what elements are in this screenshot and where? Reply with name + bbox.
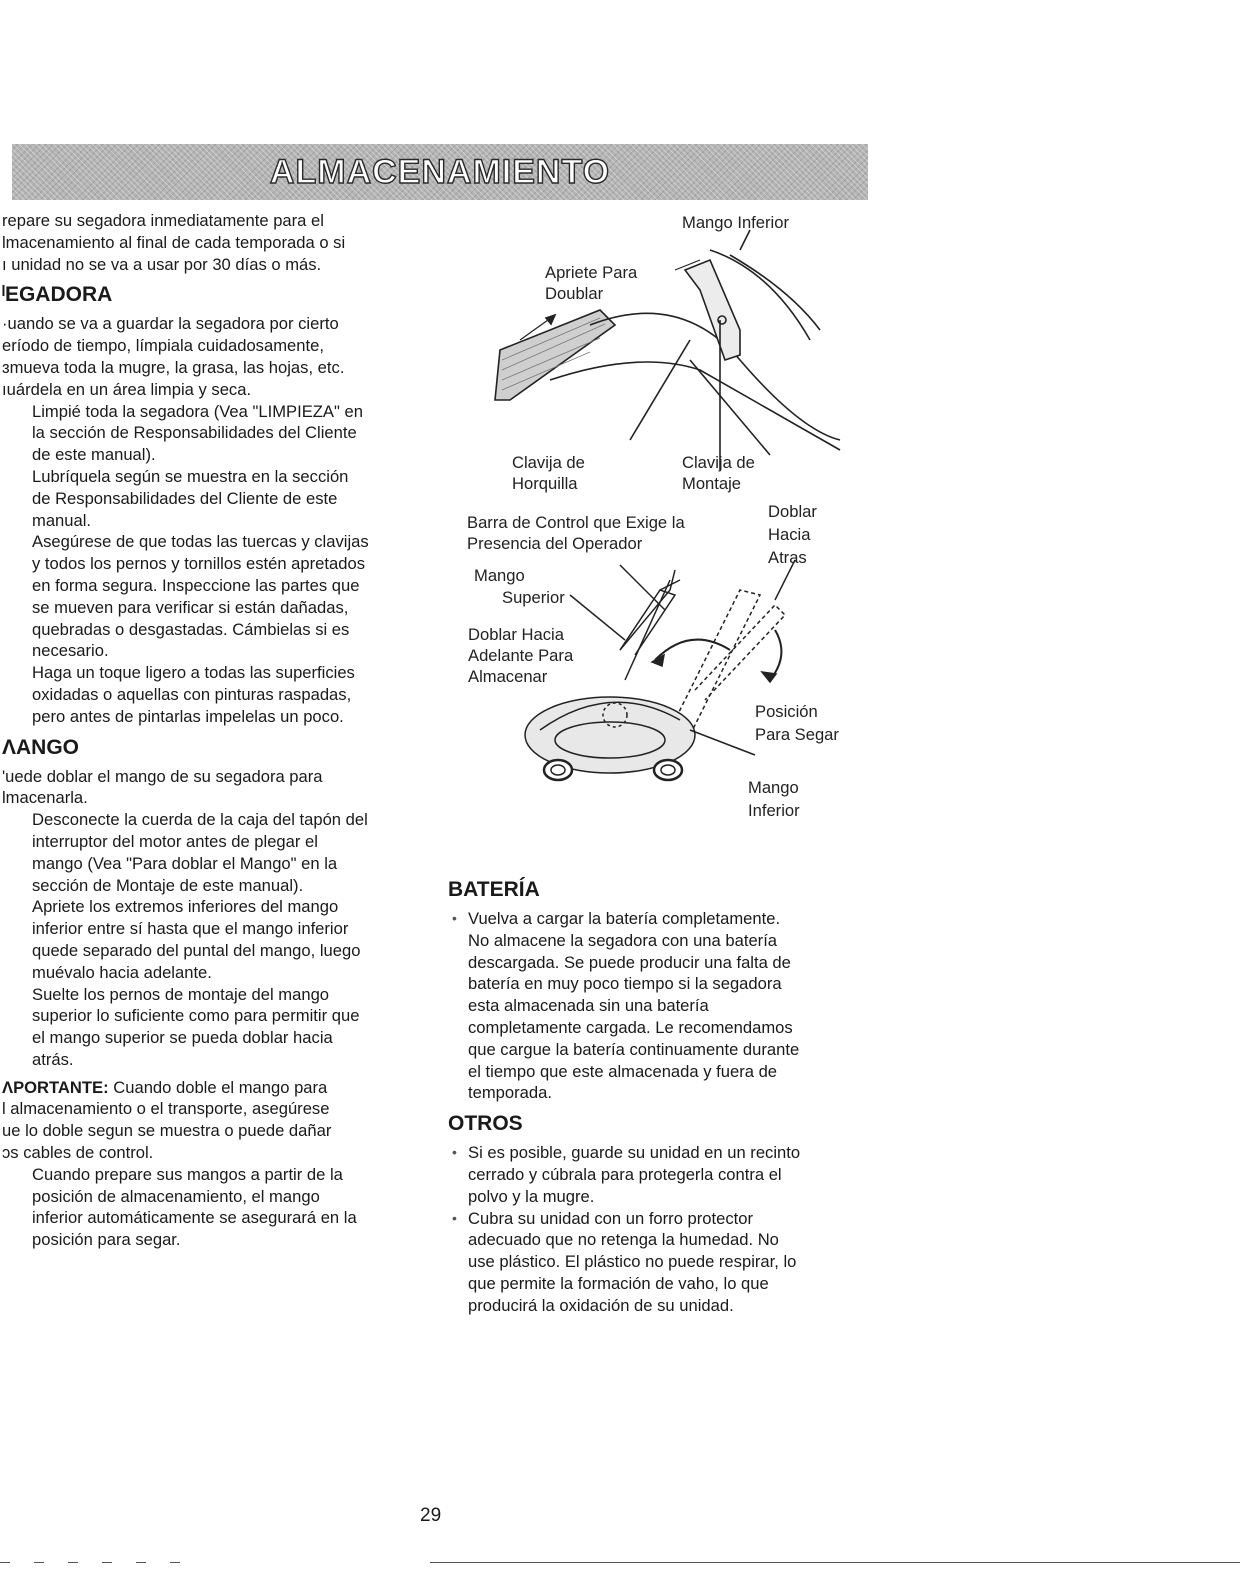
mango-para-line: lmacenarla.: [2, 788, 88, 808]
bullet-line: adecuado que no retenga la humedad. No: [468, 1230, 779, 1250]
label-line: Presencia del Operador: [467, 534, 643, 553]
list-line: interruptor del motor antes de plegar el: [32, 831, 318, 851]
list-line: de Responsabilidades del Cliente de este: [32, 488, 338, 508]
important-line: [2, 1077, 442, 1099]
list-line: Desconecte la cuerda de la caja del tapón del: [32, 810, 368, 830]
label-line: Superior: [502, 588, 565, 607]
list-line: Suelte los pernos de montaje del mango: [32, 984, 330, 1004]
final-item: [2, 1164, 442, 1251]
list-line: atrás.: [32, 1049, 74, 1069]
segadora-para-line: eríodo de tiempo, límpiala cuidadosamente,: [2, 336, 324, 356]
label-line: Horquilla: [512, 474, 578, 493]
label-posicion: [755, 700, 839, 746]
list-line: de este manual).: [32, 445, 156, 465]
bullet-line: descargada. Se puede producir una falta de: [468, 952, 791, 972]
label-line: Atras: [768, 548, 807, 567]
bullet-line: batería en muy poco tiempo si la segadora: [468, 974, 782, 994]
list-line: Cuando prepare sus mangos a partir de la: [32, 1164, 343, 1184]
banner-title: ALMACENAMIENTO: [269, 152, 611, 191]
list-line: sección de Montaje de este manual).: [32, 875, 304, 895]
list-line: superior lo suficiente como para permitir que: [32, 1006, 360, 1026]
mango-list: [2, 809, 442, 1071]
list-line: Apriete los extremos inferiores del mango: [32, 897, 339, 917]
segadora-heading: ˡEGADORA: [2, 283, 113, 307]
label-mango-inferior-top: Mango Inferior: [682, 213, 789, 232]
label-clavija-horquilla: [512, 452, 585, 494]
label-line: Para Segar: [755, 725, 839, 744]
bullet-line: temporada.: [468, 1083, 552, 1103]
bullet-line: • Cubra su unidad con un forro protector: [468, 1208, 754, 1228]
page-number: 29: [420, 1505, 442, 1526]
bullet-line: cerrado y cúbrala para protegerla contra el: [468, 1164, 782, 1184]
label-mango-superior: [474, 565, 565, 609]
bullet-line: que permite la formación de vaho, lo que: [468, 1273, 769, 1293]
label-line: Mango: [748, 778, 799, 797]
label-line: Montaje: [682, 474, 742, 493]
bullet-item: [448, 1142, 868, 1207]
segadora-para-line: ɜmueva toda la mugre, la grasa, las hojas, etc.: [2, 357, 345, 377]
label-apriete: [545, 262, 637, 304]
label-line: Hacia: [768, 525, 811, 544]
bateria-heading: BATERÍA: [448, 878, 540, 901]
important-line: ue lo doble segun se muestra o puede dañar: [2, 1121, 332, 1141]
bullet-line: el tiempo que este almacenada y fuera de: [468, 1061, 778, 1081]
segadora-para-line: ıuárdela en un área limpia y seca.: [2, 379, 252, 399]
bottom-marks: [0, 1562, 190, 1563]
bullet-item: [448, 1208, 868, 1317]
label-barra-control: [467, 512, 685, 554]
list-line: Asegúrese de que todas las tuercas y clavijas: [32, 532, 369, 552]
important-text: Cuando doble el mango para: [108, 1077, 328, 1097]
bullet-line: producirá la oxidación de su unidad.: [468, 1295, 734, 1315]
important-line: ɔs cables de control.: [2, 1143, 154, 1163]
bullet-line: esta almacenada sin una batería: [468, 996, 709, 1016]
intro-line: lmacenamiento al final de cada temporada o si: [2, 232, 346, 252]
bullet-line: que cargue la batería continuamente durante: [468, 1039, 800, 1059]
right-column: [448, 870, 868, 1317]
label-line: Clavija de: [682, 453, 755, 472]
list-line: muévalo hacia adelante.: [32, 962, 212, 982]
bullet-line: No almacene la segadora con una batería: [468, 930, 778, 950]
bullet-item: [448, 908, 868, 1104]
label-line: Doublar: [545, 284, 604, 303]
list-line: manual.: [32, 510, 92, 530]
list-line: posición de almacenamiento, el mango: [32, 1186, 320, 1206]
label-line: Inferior: [748, 801, 800, 820]
list-line: Haga un toque ligero a todas las superficies: [32, 663, 355, 683]
label-doblar-adelante: [468, 624, 573, 687]
label-doblar-atras: [768, 500, 817, 569]
list-line: mango (Vea "Para doblar el Mango" en la: [32, 853, 338, 873]
list-line: se mueven para verificar si están dañadas,: [32, 597, 349, 617]
list-line: la sección de Responsabilidades del Cliente: [32, 423, 357, 443]
bottom-rule: [430, 1562, 1240, 1563]
bateria-list: [448, 908, 868, 1104]
label-mango-inferior-bottom: [748, 776, 800, 822]
label-line: Apriete Para: [545, 263, 638, 282]
important-line: l almacenamiento o el transporte, asegúrese: [2, 1099, 330, 1119]
list-line: necesario.: [32, 641, 109, 661]
label-line: Doblar: [768, 502, 817, 521]
list-line: oxidadas o aquellas con pinturas raspadas,: [32, 684, 352, 704]
bullet-line: completamente cargada. Le recomendamos: [468, 1017, 793, 1037]
mango-heading: ΛANGO: [2, 735, 80, 759]
list-line: pero antes de pintarlas impelelas un poco.: [32, 706, 344, 726]
label-line: Almacenar: [468, 667, 548, 686]
bullet-line: polvo y la mugre.: [468, 1186, 595, 1206]
otros-heading: OTROS: [448, 1112, 523, 1136]
label-clavija-montaje: [682, 452, 755, 494]
otros-list: [448, 1142, 868, 1316]
mango-para-line: 'uede doblar el mango de su segadora para: [2, 766, 323, 786]
list-line: quebradas o desgastadas. Cámbielas si es: [32, 619, 350, 639]
bullet-line: • Si es posible, guarde su unidad en un recinto: [468, 1143, 801, 1163]
segadora-para-line: ·uando se va a guardar la segadora por cierto: [2, 314, 339, 334]
bullet-line: • Vuelva a cargar la batería completamente.: [468, 909, 781, 928]
left-column: [2, 210, 442, 1251]
list-line: el mango superior se pueda doblar hacia: [32, 1028, 333, 1048]
segadora-list: [2, 401, 442, 728]
label-line: Adelante Para: [468, 646, 574, 665]
label-line: Doblar Hacia: [468, 625, 564, 644]
list-line: posición para segar.: [32, 1230, 181, 1250]
list-line: y todos los pernos y tornillos estén apretados: [32, 554, 365, 574]
list-line: inferior entre sí hasta que el mango inferior: [32, 919, 349, 939]
label-line: Clavija de: [512, 453, 585, 472]
label-line: Mango: [474, 566, 525, 585]
list-line: inferior automáticamente se asegurará en la: [32, 1208, 357, 1228]
label-line: Barra de Control que Exige la: [467, 513, 685, 532]
label-line: Posición: [755, 702, 818, 721]
intro-line: ı unidad no se va a usar por 30 días o más.: [2, 254, 322, 274]
list-line: Limpié toda la segadora (Vea "LIMPIEZA" en: [32, 401, 363, 421]
list-line: Lubríquela según se muestra en la sección: [32, 466, 349, 486]
list-line: quede separado del puntal del mango, luego: [32, 940, 361, 960]
intro-line: repare su segadora inmediatamente para el: [2, 211, 324, 230]
bullet-line: use plástico. El plástico no puede respirar, lo: [468, 1252, 797, 1272]
important-label: ΛPORTANTE:: [2, 1077, 109, 1097]
section-banner: [12, 144, 868, 200]
list-line: en forma segura. Inspeccione las partes que: [32, 575, 360, 595]
